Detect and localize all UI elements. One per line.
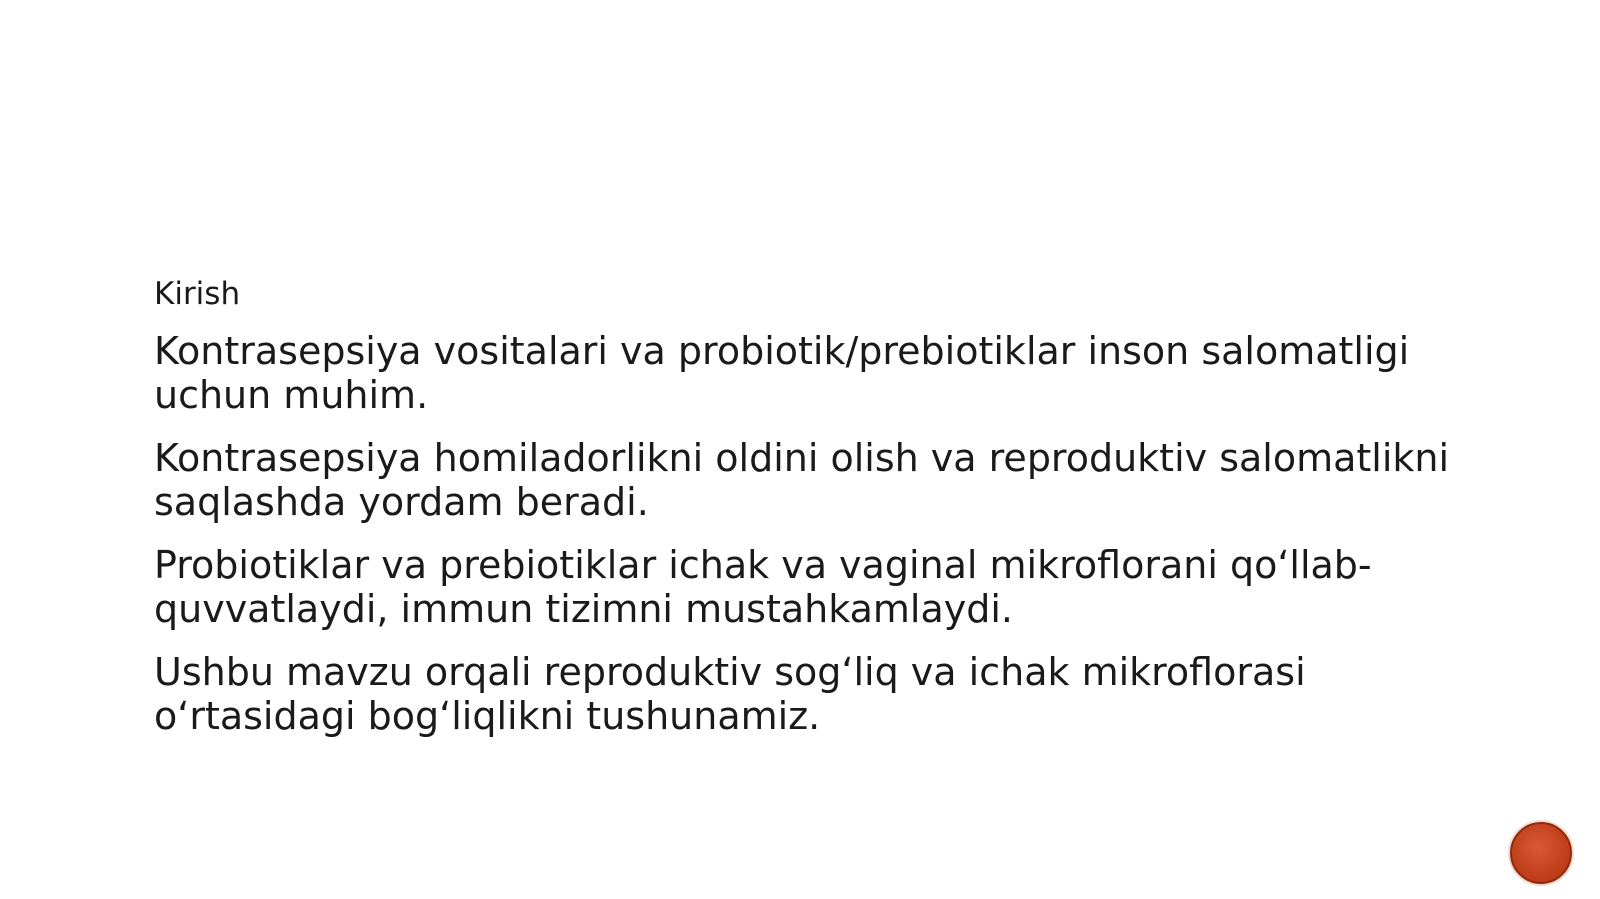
- bullet-item: Kontrasepsiya homiladorlikni oldini olish va reproduktiv salomatlikni saqlashda yordam beradi.: [154, 436, 1450, 525]
- bullet-list: [154, 329, 1474, 738]
- bullet-item: Probiotiklar va prebiotiklar ichak va vaginal mikroflorani qo‘llab-quvvatlaydi, immun tizimni mustahkamlaydi.: [154, 543, 1372, 632]
- slide-circle-badge: [1510, 822, 1572, 884]
- slide-content: [154, 276, 1474, 757]
- bullet-item: Kontrasepsiya vositalari va probiotik/prebiotiklar inson salomatligi uchun muhim.: [154, 329, 1410, 418]
- bullet-item: Ushbu mavzu orqali reproduktiv sog‘liq va ichak mikroflorasi o‘rtasidagi bog‘liqlikni tushunamiz.: [154, 650, 1306, 739]
- slide-heading: Kirish: [154, 276, 241, 312]
